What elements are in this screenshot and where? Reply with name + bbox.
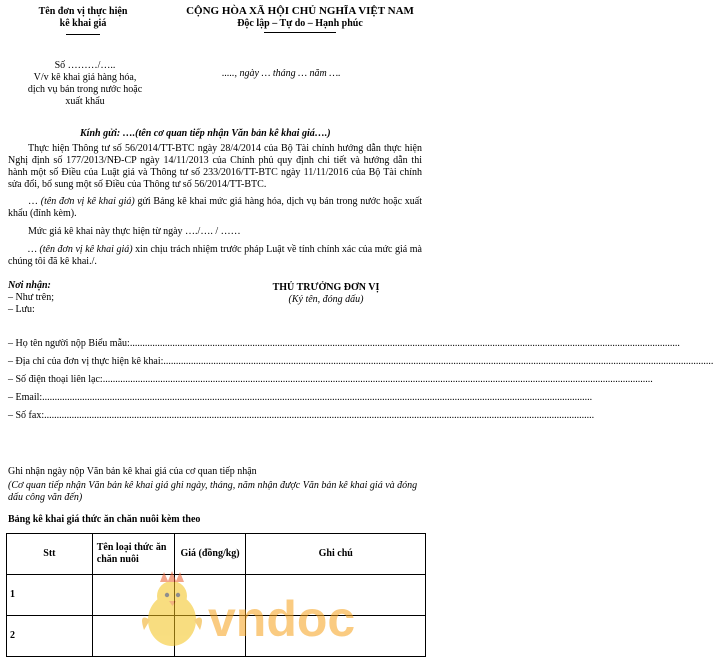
receipt-line: Ghi nhận ngày nộp Văn bản kê khai giá của cơ quan tiếp nhận (8, 466, 257, 477)
contact-fields (8, 338, 713, 428)
row-feed-type-cell[interactable] (92, 616, 174, 657)
field-submitter-name[interactable]: – Họ tên người nộp Biểu mẫu:............................................................................................................................................................................................................................ (8, 338, 680, 349)
org-name-line2: kê khai giá (59, 18, 107, 29)
price-declaration-table (6, 533, 426, 657)
body-paragraph-3: Mức giá kê khai này thực hiện từ ngày …./…. / …… (28, 226, 241, 237)
row-stt: 2 (7, 616, 93, 657)
salutation-recipient: ….(tên cơ quan tiếp nhận Văn bản kê khai giá….) (120, 128, 331, 139)
table-header-row (7, 534, 426, 575)
body-paragraph-4: … (tên đơn vị kê khai giá) xin chịu trách nhiệm trước pháp Luật về tính chính xác của mức giá mà chúng tôi đã kê khai./. (8, 244, 422, 267)
signature-note: (Ký tên, đóng dấu) (288, 294, 364, 305)
field-email[interactable]: – Email:............................................................................................................................................................................................................................ (8, 392, 593, 403)
salutation (80, 128, 420, 140)
row-note-cell[interactable] (246, 616, 426, 657)
row-feed-type-cell[interactable] (92, 575, 174, 616)
recipient-item-1: – Như trên; (8, 292, 54, 303)
row-price-cell[interactable] (174, 616, 246, 657)
col-header-stt: Stt (7, 534, 93, 575)
signature-block (236, 282, 416, 306)
col-header-feed-type: Tên loại thức ăn chăn nuôi (92, 534, 174, 575)
signature-title: THỦ TRƯỞNG ĐƠN VỊ (272, 282, 380, 293)
national-title: CỘNG HÒA XÃ HỘI CHỦ NGHĨA VIỆT NAM (186, 5, 414, 17)
recipients-title: Nơi nhận: (8, 280, 51, 291)
fill-dots: ............................................................................................................................................................................................................................ (44, 410, 595, 421)
table-title: Bảng kê khai giá thức ăn chăn nuôi kèm theo (8, 514, 201, 525)
fill-dots: ............................................................................................................................................................................................................................ (42, 392, 593, 403)
reference-block (10, 60, 160, 108)
body-paragraph-2: … (tên đơn vị kê khai giá) gửi Bảng kê khai mức giá hàng hóa, dịch vụ bán trong nước hoặc xuất khẩu (đính kèm). (8, 196, 423, 219)
fill-dots: ............................................................................................................................................................................................................................ (129, 338, 680, 349)
fill-dots: ............................................................................................................................................................................................................................ (102, 374, 653, 385)
body-paragraph-1: Thực hiện Thông tư số 56/2014/TT-BTC ngày 28/4/2014 của Bộ Tài chính hướng dẫn thực hiện Nghị định số 177/2013/NĐ-CP ngày 14/11/2013 của Chính phủ quy định chi tiết và hướng dẫn thi hành một số Điều của Luật giá và Thông tư số 233/2016/TT-BTC ngày 11/11/2016 của Bộ Tài chính sửa đổi, bổ sung một số Điều của Thông tư số 56/2014/TT-BTC. (8, 143, 422, 190)
table-row (7, 616, 426, 657)
col-header-price: Giá (đồng/kg) (174, 534, 246, 575)
subject-line3: xuất khẩu (65, 96, 105, 107)
subject-line1: V/v kê khai giá hàng hóa, (33, 72, 137, 83)
national-title-block (170, 5, 430, 30)
national-motto: Độc lập – Tự do – Hạnh phúc (237, 18, 363, 29)
recipient-item-2: – Lưu: (8, 304, 35, 315)
field-address[interactable]: – Địa chỉ của đơn vị thực hiện kê khai:............................................................................................................................................................................................................................ (8, 356, 713, 367)
watermark-text: vndoc (208, 591, 356, 647)
row-stt: 1 (7, 575, 93, 616)
org-name-underline (66, 34, 100, 35)
org-name-line1: Tên đơn vị thực hiện (38, 6, 128, 17)
row-price-cell[interactable] (174, 575, 246, 616)
row-note-cell[interactable] (246, 575, 426, 616)
field-fax[interactable]: – Số fax:............................................................................................................................................................................................................................ (8, 410, 595, 421)
salutation-label: Kính gửi: (80, 128, 121, 139)
fill-dots: ............................................................................................................................................................................................................................ (163, 356, 713, 367)
receipt-note: (Cơ quan tiếp nhận Văn bản kê khai giá ghi ngày, tháng, năm nhận được Văn bản kê khai giá và đóng dấu công văn đến) (8, 480, 418, 503)
subject-line2: dịch vụ bán trong nước hoặc (27, 84, 143, 95)
org-placeholder-2: … (tên đơn vị kê khai giá) (28, 244, 133, 255)
motto-underline (264, 32, 336, 33)
document-number: Số ………/….. (54, 60, 116, 71)
field-phone[interactable]: – Số điện thoại liên lạc:............................................................................................................................................................................................................................ (8, 374, 653, 385)
document-date: ....., ngày … tháng … năm …. (222, 68, 341, 79)
org-name-block (8, 6, 158, 30)
recipients-block (8, 280, 158, 316)
col-header-note: Ghi chú (246, 534, 426, 575)
org-placeholder: (tên đơn vị kê khai giá) (40, 196, 135, 207)
table-row (7, 575, 426, 616)
